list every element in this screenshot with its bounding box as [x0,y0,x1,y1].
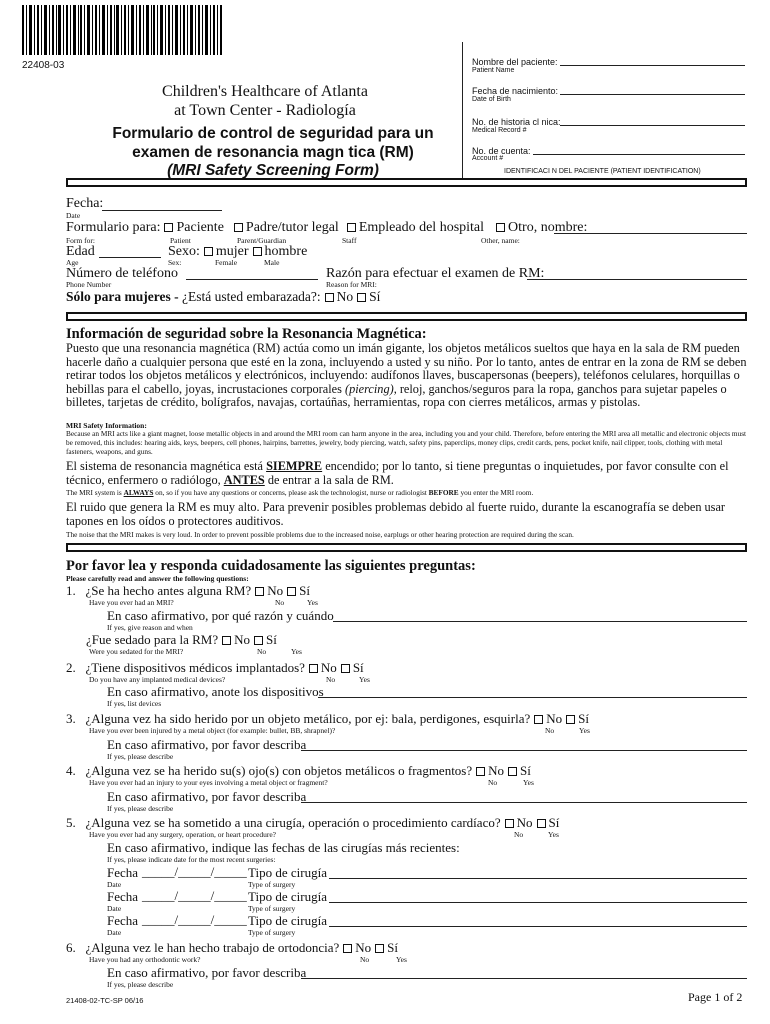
q3-row: 3. ¿Alguna vez ha sido herido por un objeto metálico, por ej: bala, perdigones, esquirla? No Sí [66,711,589,726]
q1-row: 1. ¿Se ha hecho antes alguna RM? No Sí [66,583,310,598]
q4-en: Have you ever had an injury to your eyes involving a metal object or fragment? [89,778,328,787]
q6-follow: En caso afirmativo, por favor describa [107,965,307,980]
form-for-row [66,220,587,235]
q1-en: Have you ever had an MRI? [89,598,174,607]
reason-field[interactable] [527,279,747,280]
q3-en: Have you ever been injured by a metal object (for example: bullet, BB, shrapnel)? [89,726,336,735]
pregnancy-question: ¿Está usted embarazada?: [182,289,321,304]
q1b-yes-checkbox[interactable] [254,636,263,645]
phone-en: Phone Number [66,280,112,289]
form-code: 22408-03 [22,60,65,71]
q3-no-checkbox[interactable] [534,715,543,724]
surgery-type-label: Tipo de cirugía [248,865,327,880]
q2-row: 2. ¿Tiene dispositivos médicos implantados? No Sí [66,660,364,675]
q6-yes-checkbox[interactable] [375,944,384,953]
surgery-type-label: Tipo de cirugía [248,913,327,928]
q1-follow-field[interactable] [333,621,747,622]
q4-no-en: No [488,778,498,787]
account-field[interactable] [533,154,745,155]
surgery-type-label: Tipo de cirugía [248,889,327,904]
surgery-date-en: Date [107,928,122,937]
q4-yes-en: Yes [523,778,534,787]
barcode [22,5,222,60]
pregnant-yes-checkbox[interactable] [357,293,366,302]
account-label-en: Account # [472,155,504,162]
staff-option: Empleado del hospital [358,220,485,235]
dob-label-en: Date of Birth [472,96,511,103]
surgery-date-2-field[interactable]: _____/_____/_____ [142,888,247,903]
parent-en: Parent/Guardian [237,236,287,245]
date-label: Fecha: [66,196,104,211]
q1b-no-en: No [257,647,267,656]
q1-yes-checkbox[interactable] [287,587,296,596]
male-checkbox[interactable] [253,247,262,256]
mrn-field[interactable] [560,125,745,126]
patient-name-field[interactable] [560,65,745,66]
surgery-type-2-field[interactable] [329,902,747,903]
q2-yes-checkbox[interactable] [341,664,350,673]
q2-no-en: No [326,675,336,684]
q1b-row: ¿Fue sedado para la RM? No Sí [86,632,277,647]
q1b-yes-en: Yes [291,647,302,656]
info-paragraph-es: Puesto que una resonancia magnética (RM) actúa como un imán gigante, los objetos metálicos sueltos que haya en la sala de RM pueden hacerle daño a cualquier persona que esté en la zona, incluyendo a usted y su niño. Por lo tanto, antes de entrar en la zona de RM se deben retirar todos los objetos metálicos y electrónicos, incluyendo: audífonos llaves, buscapersonas (beepers), teléfonos celulares, horquillas o hebillas para el cabello, joyas, incrustaciones corporales (piercing), reloj, ganchos/seguros para la ropa, ganchos para sujetar papeles o billetes, tarjetas de crédito, bolígrafos, navajas, cortaúñas, herramientas, ropa con cierres metálicos, armas y pistolas. [66,341,747,410]
other-checkbox[interactable] [496,223,505,232]
surgery-date-label: Fecha [107,913,139,928]
phone-label: Número de teléfono [66,266,178,281]
reason-en: Reason for MRI: [326,280,377,289]
date-label-en: Date [66,211,81,220]
patient-option: Paciente [176,220,224,235]
q2-no-checkbox[interactable] [309,664,318,673]
questions-heading: Por favor lea y responda cuidadosamente las siguientes preguntas: [66,558,476,574]
surgery-date-en: Date [107,904,122,913]
q3-yes-en: Yes [579,726,590,735]
surgery-type-en: Type of surgery [248,928,296,937]
surgery-date-label: Fecha [107,889,139,904]
questions-subheading: Please carefully read and answer the following questions: [66,574,249,583]
hospital-name: Children's Healthcare of Atlanta [162,83,368,100]
footer-code: 21408-02-TC-SP 06/16 [66,996,144,1005]
q6-no-checkbox[interactable] [343,944,352,953]
pregnant-yes-label: Sí [369,289,381,304]
dob-field[interactable] [560,94,745,95]
q3-follow-field[interactable] [301,750,747,751]
parent-checkbox[interactable] [234,223,243,232]
page-title-2: examen de resonancia magn tica (RM) [132,144,414,161]
q6-follow-en: If yes, please describe [107,980,174,989]
sex-row [168,244,307,259]
q4-follow-field[interactable] [301,802,747,803]
other-name-field[interactable] [554,233,747,234]
women-only-label: Sólo para mujeres - [66,289,179,304]
q3-no-en: No [545,726,555,735]
q1-no-checkbox[interactable] [255,587,264,596]
noise-paragraph-en: The noise that the MRI makes is very loud. In order to prevent possible problems due to the increased noise, earplugs or other hearing protection are required during the scan. [66,530,574,539]
q6-yes-en: Yes [396,955,407,964]
q1-follow: En caso afirmativo, por qué razón y cuándo [107,608,334,623]
surgery-date-1-field[interactable]: _____/_____/_____ [142,864,247,879]
q5-follow-en: If yes, please indicate date for the most recent surgeries: [107,855,276,864]
pregnant-no-checkbox[interactable] [325,293,334,302]
q3-yes-checkbox[interactable] [566,715,575,724]
q4-follow: En caso afirmativo, por favor describa [107,789,307,804]
always-on-paragraph: El sistema de resonancia magnética está SIEMPRE encendido; por lo tanto, si tiene preguntas o inquietudes, por favor consulte con el técnico, enfermero o radiólogo, ANTES de entrar a la sala de RM. [66,459,729,487]
phone-field[interactable] [186,279,318,280]
info-paragraph-en: Because an MRI acts like a giant magnet, loose metallic objects in and around the MRI room can harm anyone in the area, including you and your child. Therefore, before entering the MRI area all metallic and electronic objects must be removed, this includes: hearing aids, keys, beepers, cell phones, hairpins, barrettes, jewelry, body piercing, watch, safety pins, paperclips, money clips, credit cards, pens, pocket knife, nail clipper, tools, clothing with metal fasteners, weapons, and guns. [66,429,747,456]
q1b-en: Were you sedated for the MRI? [89,647,184,656]
form-for-label: Formulario para: [66,220,161,235]
patient-en: Patient [170,236,191,245]
q5-row: 5. ¿Alguna vez se ha sometido a una cirugía, operación o procedimiento cardíaco? No Sí [66,815,560,830]
mrn-label: No. de historia cl nica: [472,117,561,127]
q6-no-en: No [360,955,370,964]
q5-no-en: No [514,830,524,839]
q5-yes-en: Yes [548,830,559,839]
pregnancy-row [66,289,380,304]
q3-follow-en: If yes, please describe [107,752,174,761]
page-number: Page 1 of 2 [688,990,743,1004]
surgery-date-en: Date [107,880,122,889]
q1-no-en: No [275,598,285,607]
patient-checkbox[interactable] [164,223,173,232]
other-en: Other, name: [481,236,520,245]
age-field[interactable] [99,257,161,258]
surgery-type-en: Type of surgery [248,880,296,889]
form-for-en: Form for: [66,236,95,245]
surgery-date-3-field[interactable]: _____/_____/_____ [142,912,247,927]
section-divider-2 [66,312,747,321]
section-divider [66,178,747,187]
account-label: No. de cuenta: [472,146,531,156]
parent-option: Padre/tutor legal [245,220,339,235]
other-option: Otro, nombre: [508,220,588,235]
q2-follow: En caso afirmativo, anote los dispositivos [107,684,324,699]
female-en: Female [215,258,238,267]
patient-name-label-en: Patient Name [472,67,515,74]
info-heading-en: MRI Safety Information: [66,421,147,430]
hospital-dept: at Town Center - Radiología [174,102,356,119]
section-divider-3 [66,543,747,552]
female-option: mujer [215,244,249,259]
q2-follow-field[interactable] [318,697,747,698]
male-option: hombre [264,244,308,259]
q6-row: 6. ¿Alguna vez le han hecho trabajo de ortodoncia? No Sí [66,940,398,955]
q6-en: Have you had any orthodontic work? [89,955,201,964]
patient-id-caption: IDENTIFICACI N DEL PACIENTE (PATIENT IDENTIFICATION) [504,168,701,175]
q3-follow: En caso afirmativo, por favor describa [107,737,307,752]
date-field[interactable] [102,210,222,211]
q5-yes-checkbox[interactable] [537,819,546,828]
surgery-date-label: Fecha [107,865,139,880]
sex-en: Sex: [168,258,182,267]
q5-no-checkbox[interactable] [505,819,514,828]
q1-follow-en: If yes, give reason and when [107,623,193,632]
q4-follow-en: If yes, please describe [107,804,174,813]
female-checkbox[interactable] [204,247,213,256]
q4-yes-checkbox[interactable] [508,767,517,776]
reason-label: Razón para efectuar el examen de RM: [326,266,545,281]
surgery-type-3-field[interactable] [329,926,747,927]
sex-label: Sexo: [168,244,200,259]
q2-en: Do you have any implanted medical devices? [89,675,226,684]
mrn-label-en: Medical Record # [472,127,527,134]
page-subtitle: (MRI Safety Screening Form) [167,162,379,179]
male-en: Male [264,258,280,267]
q5-en: Have you ever had any surgery, operation, or heart procedure? [89,830,277,839]
patient-name-label: Nombre del paciente: [472,57,558,67]
noise-paragraph: El ruido que genera la RM es muy alto. Para prevenir posibles problemas debido al fuerte ruido, durante la escanografía se deben usar tapones en los oídos o protectores auditivos. [66,500,726,528]
staff-en: Staff [342,236,357,245]
age-label: Edad [66,244,95,259]
age-en: Age [66,258,79,267]
q2-follow-en: If yes, list devices [107,699,162,708]
q4-no-checkbox[interactable] [476,767,485,776]
patient-id-box [462,42,464,180]
page-title: Formulario de control de seguridad para un [112,125,434,142]
q6-follow-field[interactable] [301,978,747,979]
q1b-no-checkbox[interactable] [222,636,231,645]
staff-checkbox[interactable] [347,223,356,232]
q1-yes-en: Yes [307,598,318,607]
pregnant-no-label: No [336,289,354,304]
q2-yes-en: Yes [359,675,370,684]
always-on-en: The MRI system is ALWAYS on, so if you have any questions or concerns, please ask the technologist, nurse or radiologist BEFORE you enter the MRI room. [66,488,534,497]
surgery-type-en: Type of surgery [248,904,296,913]
surgery-type-1-field[interactable] [329,878,747,879]
q5-follow: En caso afirmativo, indique las fechas de las cirugías más recientes: [107,840,460,855]
info-heading: Información de seguridad sobre la Resonancia Magnética: [66,326,427,342]
dob-label: Fecha de nacimiento: [472,86,559,96]
q4-row: 4. ¿Alguna vez se ha herido su(s) ojo(s) con objetos metálicos o fragmentos? No Sí [66,763,531,778]
